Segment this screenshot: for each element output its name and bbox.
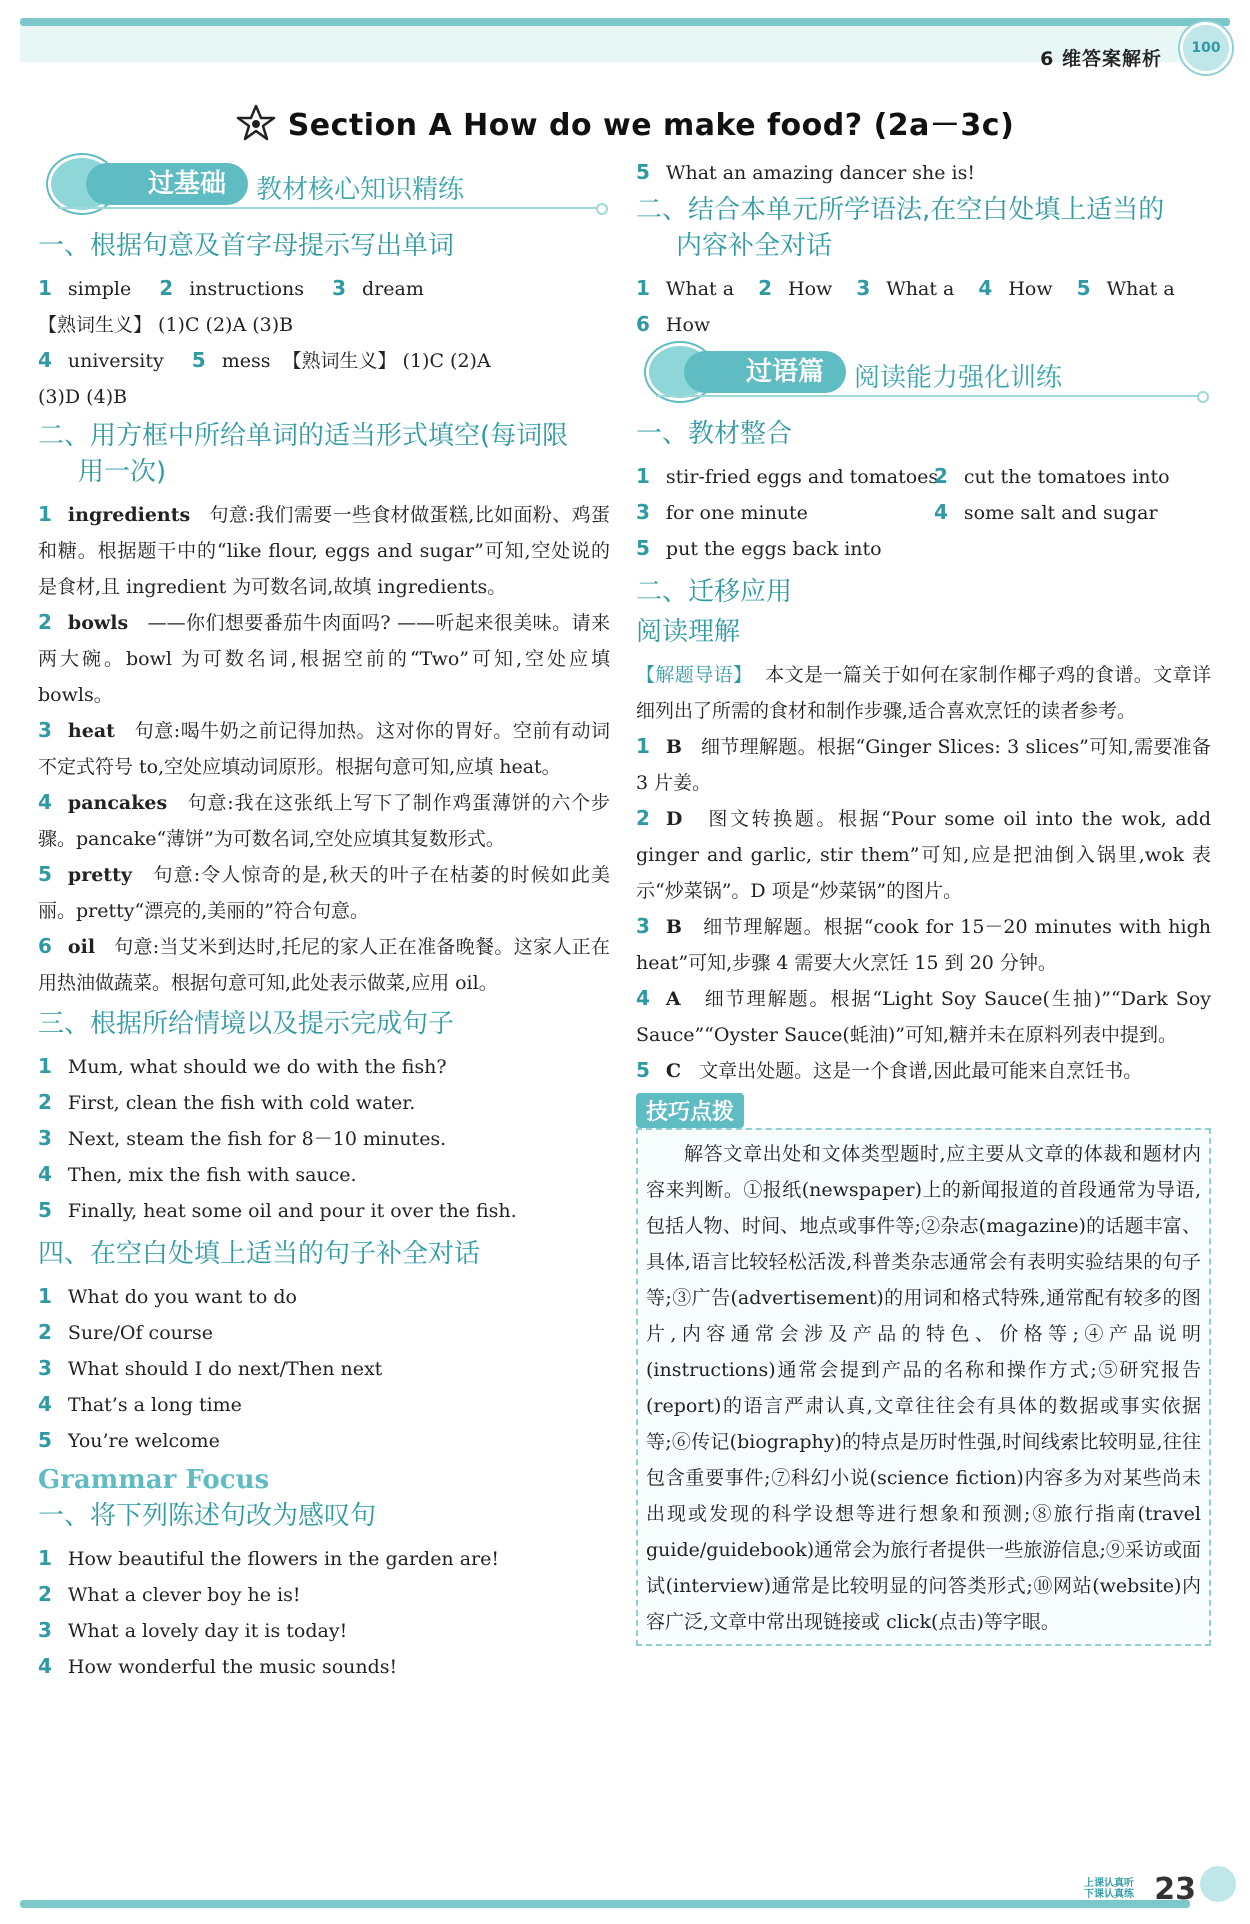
p4-item: 2 Sure/Of course (38, 1320, 213, 1344)
p2-item: 4 pancakes 句意:我在这张纸上写下了制作鸡蛋薄饼的六个步骤。pancake“薄饼”为可数名词,空处应填其复数形式。 (38, 790, 610, 850)
tip-text: 解答文章出处和文体类型题时,应主要从文章的体裁和题材内容来判断。①报纸(newspaper)上的新闻报道的首段通常为导语,包括人物、时间、地点或事件等;②杂志(magazine)的话题丰富、具体,语言比较轻松活泼,科普类杂志通常会有表明实验结果的句子等;③广告(advertisement)的用词和格式特殊,通常配有较多的图片,内容通常会涉及产品的特色、价格等;④产品说明(instructions)通常会提到产品的名称和操作方式;⑤研究报告(report)的语言严肃认真,文章往往会有具体的数据或事实依据等;⑥传记(biography)的特点是历时性强,时间线索比较明显,往往包含重要事件;⑦科幻小说(science fiction)内容多为对某些尚未出现或发现的科学设想等进行想象和预测;⑧旅行指南(travel guide/guidebook)通常会为旅行者提供一些旅游信息;⑨采访或面试(interview)通常是比较明显的问答类形式;⑩网站(website)内容广泛,文章中常出现链接或 click(点击)等字眼。 (646, 1143, 1201, 1633)
100-mascot-icon: 100 (1180, 22, 1232, 74)
reading-answer: 3 B 细节理解题。根据“cook for 15－20 minutes with high heat”可知,步骤 4 需要大火烹饪 15 到 20 分钟。 (636, 914, 1211, 974)
heading-grammar-part2: 二、结合本单元所学语法,在空白处填上适当的 (636, 195, 1165, 225)
header-title: 6 维答案解析 (1040, 48, 1162, 70)
p3-item: 5 Finally, heat some oil and pour it over the fish. (38, 1198, 517, 1222)
banner-label: 过语篇 (684, 351, 846, 393)
header-strip (20, 26, 1190, 62)
banner-sub: 教材核心知识精练 (256, 175, 465, 205)
gf-item: 3 What a lovely day it is today! (38, 1618, 348, 1642)
heading-reading-part2: 二、迁移应用 (636, 577, 793, 607)
tip-title: 技巧点拨 (636, 1093, 744, 1128)
p4-item: 4 That’s a long time (38, 1392, 242, 1416)
page-number: 23 (1154, 1872, 1196, 1907)
p1-row2: 【熟词生义】 (1)C (2)A (3)B (38, 314, 294, 336)
right-column (636, 155, 1211, 1646)
p2-item: 3 heat 句意:喝牛奶之前记得加热。这对你的胃好。空前有动词不定式符号 to,空处应填动词原形。根据句意可知,应填 heat。 (38, 718, 611, 778)
reading-answer: 1 B 细节理解题。根据“Ginger Slices: 3 slices”可知,需要准备 3 片姜。 (636, 734, 1211, 794)
section-title (0, 100, 1250, 144)
gf-item-5: 5 What an amazing dancer she is! (636, 160, 975, 184)
reading-comprehension-label: 阅读理解 (636, 617, 741, 647)
heading-part1: 一、根据句意及首字母提示写出单词 (38, 231, 455, 261)
gf-item: 2 What a clever boy he is! (38, 1582, 301, 1606)
reading-guide: 【解题导语】 本文是一篇关于如何在家制作椰子鸡的食谱。文章详细列出了所需的食材和制作步骤,适合喜欢烹饪的读者参考。 (636, 664, 1211, 722)
p4-item: 3 What should I do next/Then next (38, 1356, 383, 1380)
heading-part2: 二、用方框中所给单词的适当形式填空(每词限 (38, 421, 569, 451)
tip-box (636, 1128, 1211, 1646)
section-title-text: Section A How do we make food? (2a－3c) (287, 108, 1015, 143)
left-column (38, 155, 610, 1685)
p1-row3: 4 university 5 mess 【熟词生义】 (1)C (2)A (38, 348, 491, 372)
grammar-row1: 1 What a 2 How 3 What a 4 How 5 What a (636, 276, 1175, 300)
p1-row4: (3)D (4)B (38, 386, 128, 408)
reading-answer: 5 C 文章出处题。这是一个食谱,因此最可能来自烹饪书。 (636, 1058, 1143, 1082)
heading-grammar-part2-cont: 内容补全对话 (676, 231, 833, 261)
p3-item: 3 Next, steam the fish for 8－10 minutes. (38, 1126, 447, 1150)
p2-item: 5 pretty 句意:令人惊奇的是,秋天的叶子在枯萎的时候如此美丽。pretty“漂亮的,美丽的”符合句意。 (38, 862, 610, 922)
p3-item: 4 Then, mix the fish with sauce. (38, 1162, 357, 1186)
p2-item: 2 bowls ——你们想要番茄牛肉面吗? ——听起来很美味。请来两大碗。bowl 为可数名词,根据空前的“Two”可知,空处应填 bowls。 (38, 610, 610, 706)
banner-sub: 阅读能力强化训练 (854, 363, 1063, 393)
p1-row1: 1 simple 2 instructions 3 dream (38, 276, 424, 300)
banner-line (58, 207, 604, 209)
reading-answer: 4 A 细节理解题。根据“Light Soy Sauce(生抽)”“Dark Soy Sauce”“Oyster Sauce(蚝油)”可知,糖并未在原料列表中提到。 (636, 986, 1211, 1046)
r1-row1: 1 stir-fried eggs and tomatoes 2 cut the tomatoes into (636, 464, 1170, 488)
heading-part3: 三、根据所给情境以及提示完成句子 (38, 1009, 455, 1039)
r1-row2: 3 for one minute 4 some salt and sugar (636, 500, 1158, 524)
p2-item: 6 oil 句意:当艾米到达时,托尼的家人正在准备晚餐。这家人正在用热油做蔬菜。根据句意可知,此处表示做菜,应用 oil。 (38, 934, 610, 994)
banner-basic (38, 155, 610, 213)
footer-label: 上课认真听 下课认真练 (1084, 1878, 1134, 1900)
r1-row3: 5 put the eggs back into (636, 536, 882, 560)
p3-item: 1 Mum, what should we do with the fish? (38, 1054, 447, 1078)
star-icon (236, 103, 276, 143)
gf-item: 4 How wonderful the music sounds! (38, 1654, 398, 1678)
grammar-row2: 6 How (636, 312, 711, 336)
p4-item: 1 What do you want to do (38, 1284, 297, 1308)
gf-item: 1 How beautiful the flowers in the garden are! (38, 1546, 500, 1570)
banner-label: 过基础 (86, 163, 248, 205)
top-decor-bar (20, 18, 1230, 26)
p3-item: 2 First, clean the fish with cold water. (38, 1090, 416, 1114)
grammar-focus-sub: 一、将下列陈述句改为感叹句 (38, 1501, 377, 1531)
p2-item: 1 ingredients 句意:我们需要一些食材做蛋糕,比如面粉、鸡蛋和糖。根据题干中的“like flour, eggs and sugar”可知,空处说的是食材,且 ingredient 为可数名词,故填 ingredients。 (38, 502, 610, 598)
banner-reading (636, 343, 1211, 401)
p4-item: 5 You’re welcome (38, 1428, 220, 1452)
banner-line (656, 395, 1205, 397)
footer-mascot-icon (1200, 1866, 1236, 1902)
heading-part4: 四、在空白处填上适当的句子补全对话 (38, 1239, 481, 1269)
reading-answer: 2 D 图文转换题。根据“Pour some oil into the wok, add ginger and garlic, stir them”可知,应是把油倒入锅里,wok 表示“炒菜锅”。D 项是“炒菜锅”的图片。 (636, 806, 1211, 902)
grammar-focus-heading: Grammar Focus (38, 1465, 270, 1495)
bottom-decor-bar (20, 1900, 1190, 1908)
heading-part2-cont: 用一次) (78, 457, 167, 487)
heading-reading-part1: 一、教材整合 (636, 419, 793, 449)
